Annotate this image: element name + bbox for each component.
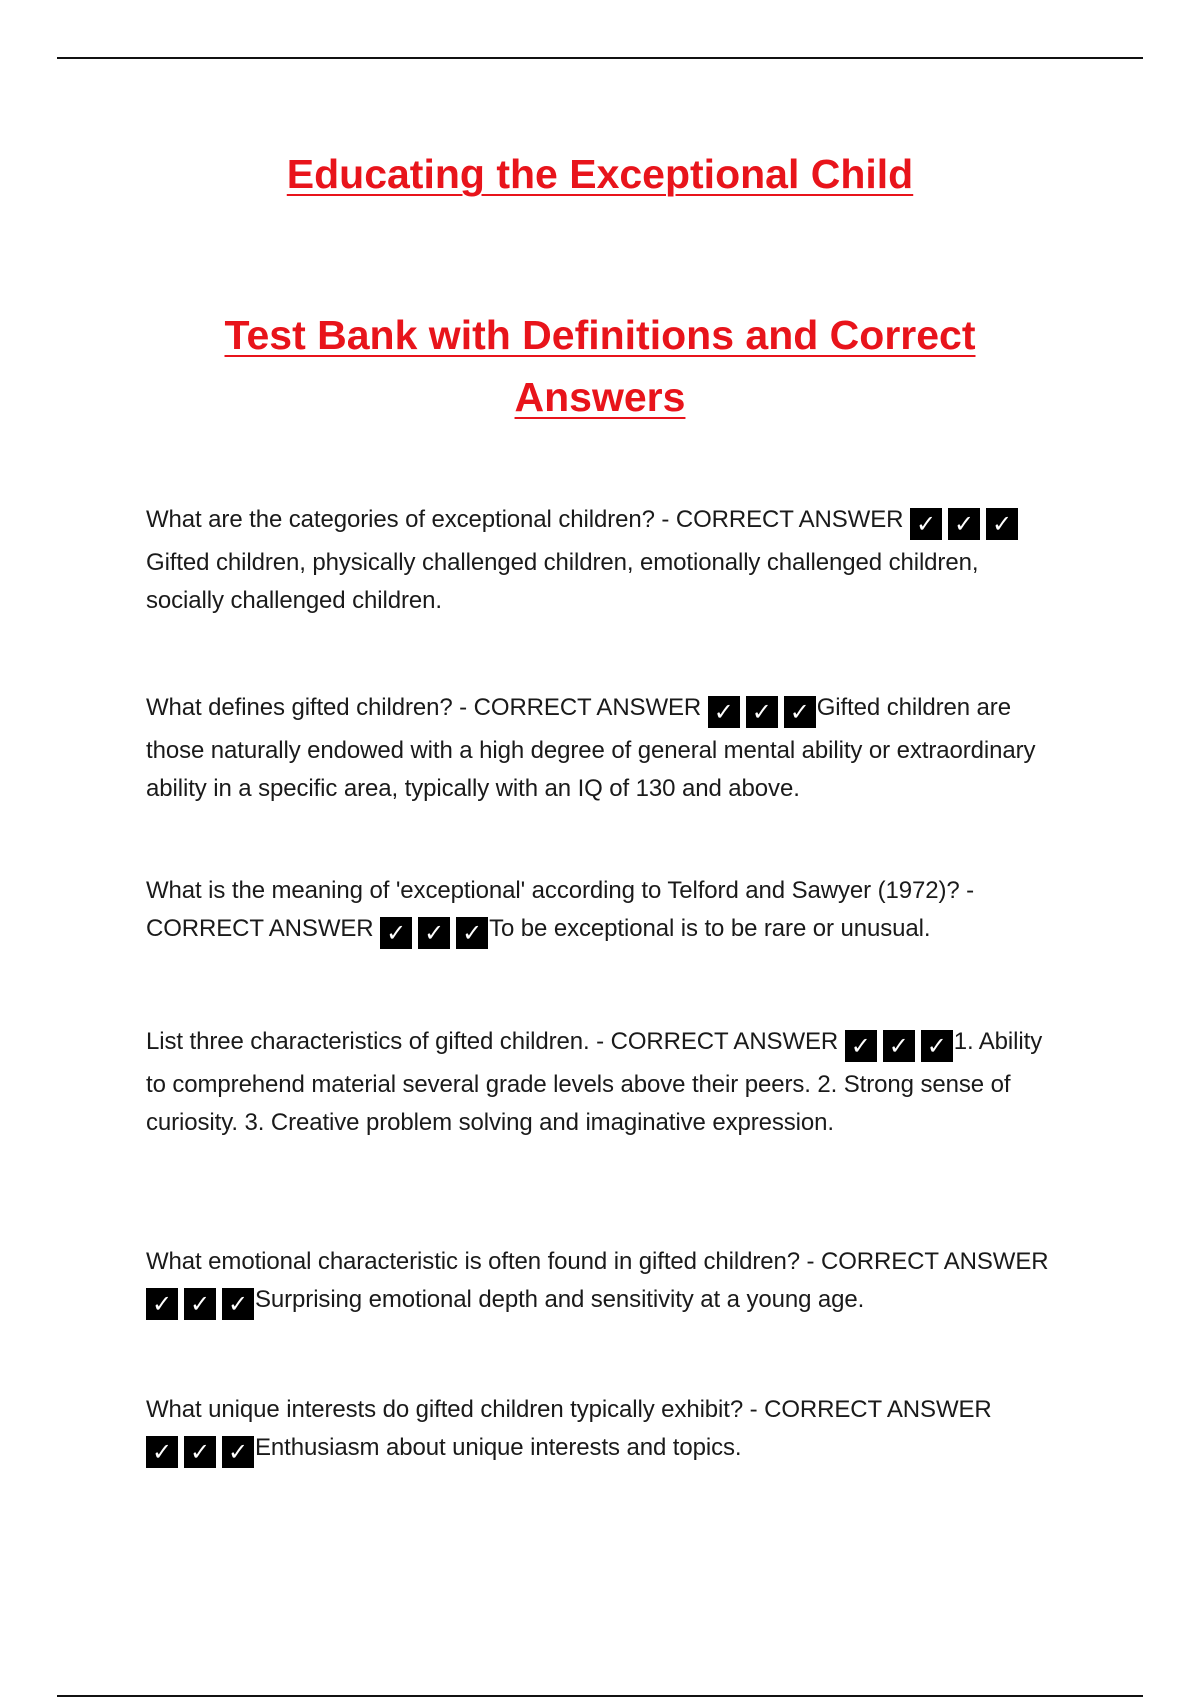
answer-text: Gifted children are those naturally endowed with a high degree of general mental ability or extraordinary ability in a specific area, typically with an IQ of 130 and above. (146, 694, 1036, 802)
answer-text: Gifted children, physically challenged children, emotionally challenged children, socially challenged children. (146, 549, 979, 614)
qa-item (146, 872, 1056, 953)
check-mark-icon: ✓ (883, 1030, 915, 1062)
qa-item (146, 1391, 1056, 1472)
check-marks (708, 694, 816, 732)
check-mark-icon: ✓ (222, 1288, 254, 1320)
document-subtitle: Test Bank with Definitions and Correct Answers (224, 312, 976, 420)
check-marks (845, 1028, 953, 1066)
check-mark-icon: ✓ (845, 1030, 877, 1062)
answer-text: 1. Ability to comprehend material several grade levels above their peers. 2. Strong sense of curiosity. 3. Creative problem solving and imaginative expression. (146, 1028, 1043, 1136)
question-text: What unique interests do gifted children typically exhibit? - CORRECT ANSWER (146, 1396, 992, 1423)
check-mark-icon: ✓ (784, 696, 816, 728)
question-text: What are the categories of exceptional children? - CORRECT ANSWER (146, 506, 910, 533)
qa-item (146, 501, 1056, 620)
check-mark-icon: ✓ (910, 508, 942, 540)
document-title: Educating the Exceptional Child (286, 151, 914, 197)
check-marks (910, 506, 1018, 544)
question-text: List three characteristics of gifted children. - CORRECT ANSWER (146, 1028, 845, 1055)
qa-item (146, 689, 1056, 808)
question-text: What is the meaning of 'exceptional' according to Telford and Sawyer (1972)? - CORRECT ANSWER (146, 877, 975, 942)
check-marks (380, 915, 488, 953)
check-mark-icon: ✓ (708, 696, 740, 728)
check-mark-icon: ✓ (948, 508, 980, 540)
check-mark-icon: ✓ (146, 1436, 178, 1468)
question-text: What defines gifted children? - CORRECT ANSWER (146, 694, 708, 721)
check-mark-icon: ✓ (456, 917, 488, 949)
check-mark-icon: ✓ (986, 508, 1018, 540)
check-mark-icon: ✓ (146, 1288, 178, 1320)
check-mark-icon: ✓ (184, 1288, 216, 1320)
qa-item (146, 1023, 1056, 1142)
answer-text: Surprising emotional depth and sensitivity at a young age. (255, 1286, 865, 1313)
check-mark-icon: ✓ (921, 1030, 953, 1062)
check-mark-icon: ✓ (184, 1436, 216, 1468)
check-mark-icon: ✓ (746, 696, 778, 728)
bottom-rule (57, 1695, 1143, 1697)
qa-item (146, 1243, 1056, 1324)
check-marks (146, 1434, 254, 1472)
answer-text: To be exceptional is to be rare or unusual. (489, 915, 931, 942)
top-rule (57, 57, 1143, 59)
check-mark-icon: ✓ (380, 917, 412, 949)
check-marks (146, 1286, 254, 1324)
answer-text: Enthusiasm about unique interests and topics. (255, 1434, 742, 1461)
question-text: What emotional characteristic is often found in gifted children? - CORRECT ANSWER (146, 1248, 1049, 1275)
check-mark-icon: ✓ (418, 917, 450, 949)
check-mark-icon: ✓ (222, 1436, 254, 1468)
